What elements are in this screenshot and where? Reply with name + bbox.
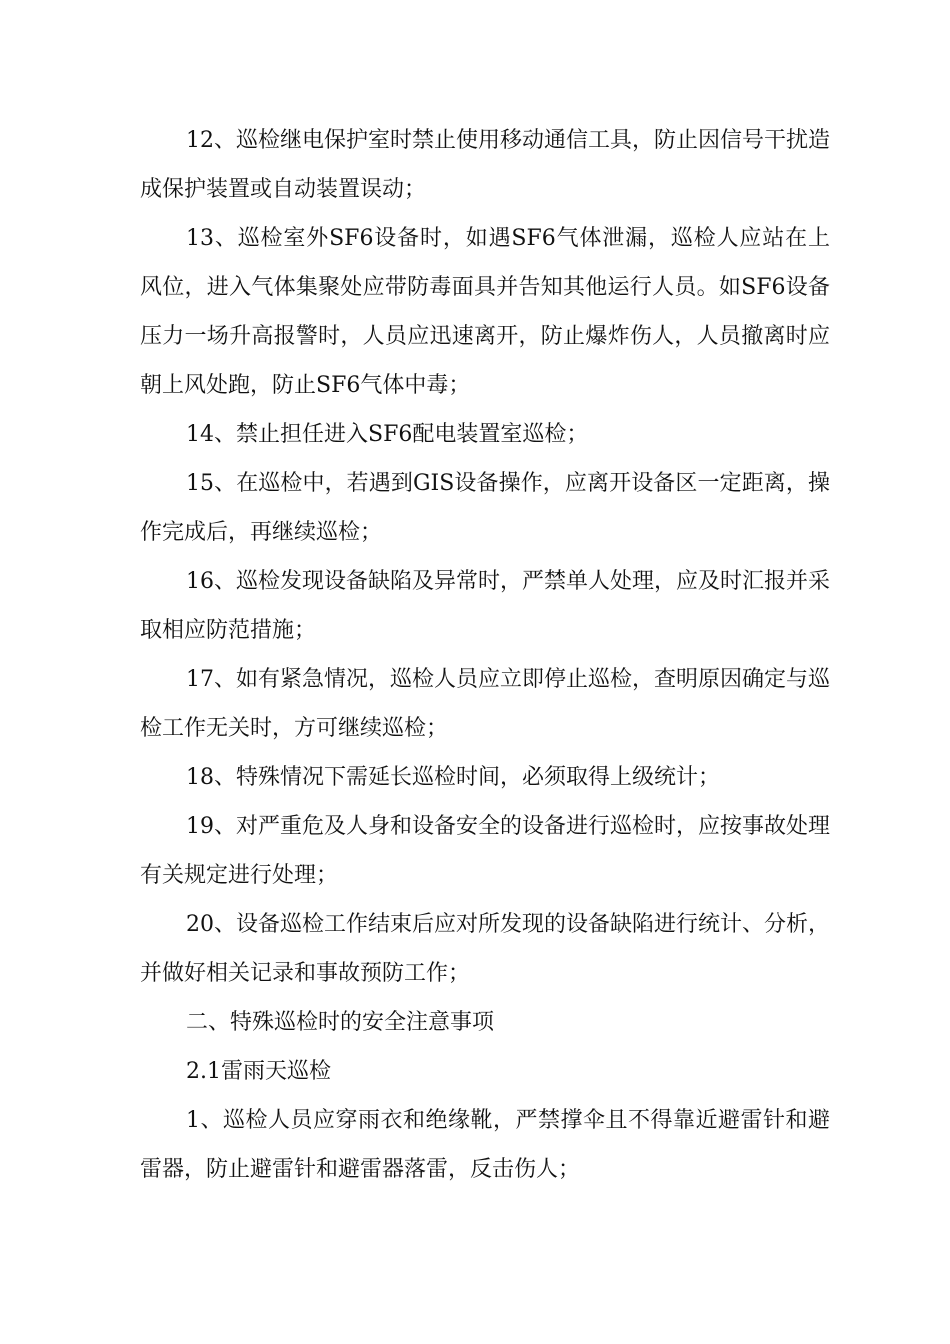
- subsection-heading: 2.1雷雨天巡检: [186, 1059, 331, 1084]
- paragraph-item-1: 1、巡检人员应穿雨衣和绝缘靴，严禁撑伞且不得靠近避雷针和避雷器，防止避雷针和避雷器落雷，反击伤人；: [140, 1108, 830, 1182]
- paragraph-item-13: 13、巡检室外SF6设备时，如遇SF6气体泄漏，巡检人应站在上风位，进入气体集聚处应带防毒面具并告知其他运行人员。如SF6设备压力一场升高报警时，人员应迅速离开，防止爆炸伤人，人员撤离时应朝上风处跑，防止SF6气体中毒；: [140, 226, 830, 398]
- section-heading: 二、特殊巡检时的安全注意事项: [186, 1010, 495, 1035]
- paragraph-item-15: 15、在巡检中，若遇到GIS设备操作，应离开设备区一定距离，操作完成后，再继续巡检；: [140, 471, 830, 545]
- paragraph-item-16: 16、巡检发现设备缺陷及异常时，严禁单人处理，应及时汇报并采取相应防范措施；: [140, 569, 830, 643]
- paragraph-item-12: 12、巡检继电保护室时禁止使用移动通信工具，防止因信号干扰造成保护装置或自动装置误动；: [140, 128, 830, 202]
- paragraph-item-20: 20、设备巡检工作结束后应对所发现的设备缺陷进行统计、分析，并做好相关记录和事故预防工作；: [140, 912, 830, 986]
- paragraph-item-17: 17、如有紧急情况，巡检人员应立即停止巡检，查明原因确定与巡检工作无关时，方可继续巡检；: [140, 667, 830, 741]
- document-body: [140, 116, 830, 1194]
- paragraph-item-14: 14、禁止担任进入SF6配电装置室巡检；: [186, 422, 589, 447]
- paragraph-item-19: 19、对严重危及人身和设备安全的设备进行巡检时，应按事故处理有关规定进行处理；: [140, 814, 830, 888]
- paragraph-item-18: 18、特殊情况下需延长巡检时间，必须取得上级统计；: [186, 765, 720, 790]
